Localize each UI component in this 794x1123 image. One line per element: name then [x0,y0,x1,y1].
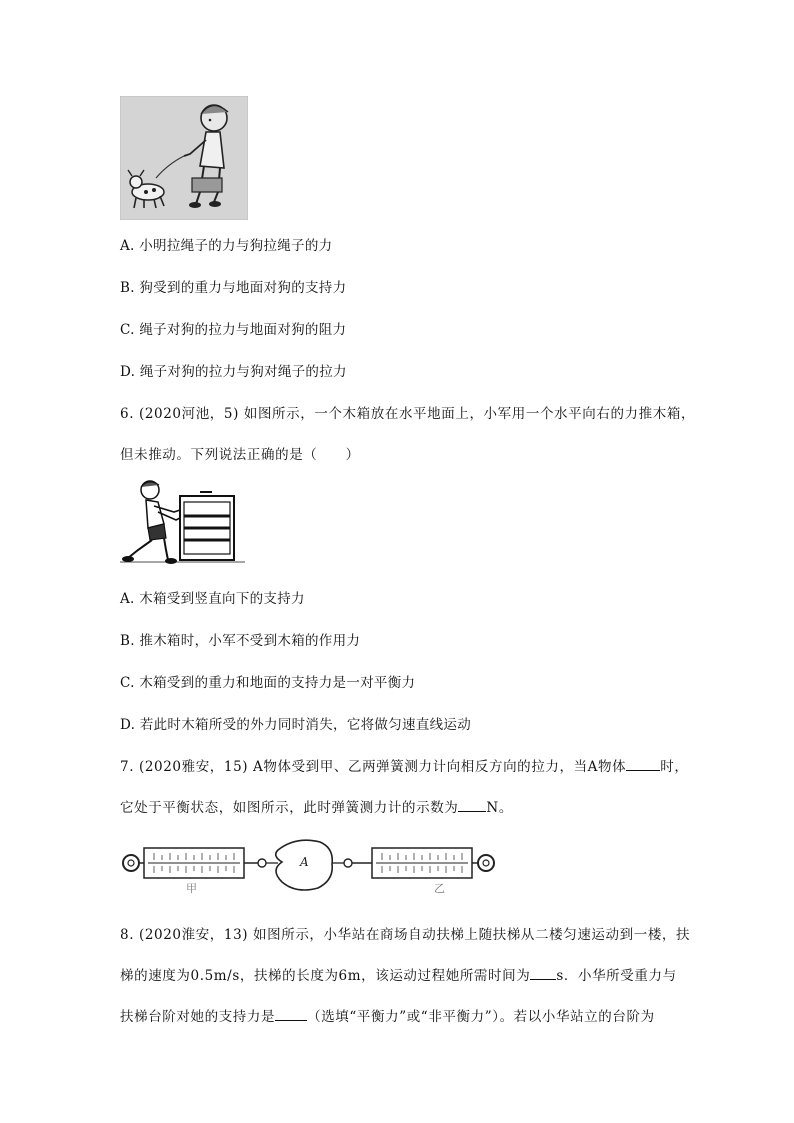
scale-right-label: 乙 [434,882,445,894]
q8-stem-line2 [120,964,677,984]
answer-blank [458,799,486,812]
q6-option-a: A. 木箱受到竖直向下的支持力 [120,591,305,607]
q5-option-b: B. 狗受到的重力与地面对狗的支持力 [120,280,347,296]
q6-option-c: C. 木箱受到的重力和地面的支持力是一对平衡力 [120,675,416,691]
q7-text-a: 7. (2020雅安，15) A物体受到甲、乙两弹簧测力计向相反方向的拉力，当A物体 [120,759,627,775]
q8-stem-line3 [120,1005,655,1025]
q8-text-c: 扶梯台阶对她的支持力是 [120,1009,276,1025]
q6-stem-line2: 但未推动。下列说法正确的是（ ） [120,447,360,463]
q8-text-a: 梯的速度为0.5m/s，扶梯的长度为6m，该运动过程她所需时间为 [120,968,531,984]
q6-option-b: B. 推木箱时，小军不受到木箱的作用力 [120,633,361,649]
scale-left-label: 甲 [186,882,197,894]
spring-scales-illustration [120,836,498,894]
q7-stem-line2 [120,796,513,816]
q8-text-b: s．小华所受重力与 [556,968,677,984]
q8-stem-line1: 8. (2020淮安，13) 如图所示，小华站在商场自动扶梯上随扶梯从二楼匀速运动到一楼，扶 [120,927,691,943]
q5-option-d: D. 绳子对狗的拉力与狗对绳子的拉力 [120,364,347,380]
boy-pushing-box-illustration [120,478,245,564]
object-a-label: A [300,855,309,869]
q7-stem-line1 [120,755,688,775]
q5-option-c: C. 绳子对狗的拉力与地面对狗的阻力 [120,322,347,338]
q6-stem-line1: 6. (2020河池，5) 如图所示，一个木箱放在水平地面上，小军用一个水平向右的力推木箱， [120,406,696,422]
q7-text-d: N。 [486,800,513,816]
answer-blank [530,967,556,980]
spring-scales-figure [120,836,498,894]
boy-box-figure [120,478,245,564]
boy-dog-figure [120,96,248,220]
boy-dog-illustration [120,96,248,220]
q5-option-a: A. 小明拉绳子的力与狗拉绳子的力 [120,238,333,254]
q6-option-d: D. 若此时木箱所受的外力同时消失，它将做匀速直线运动 [120,717,472,733]
q7-text-c: 它处于平衡状态，如图所示，此时弹簧测力计的示数为 [120,800,459,816]
q8-text-d: （选填“平衡力”或“非平衡力”）。若以小华站立的台阶为 [307,1009,655,1025]
answer-blank [626,758,660,771]
answer-blank [275,1008,307,1021]
q7-text-b: 时， [660,759,689,775]
